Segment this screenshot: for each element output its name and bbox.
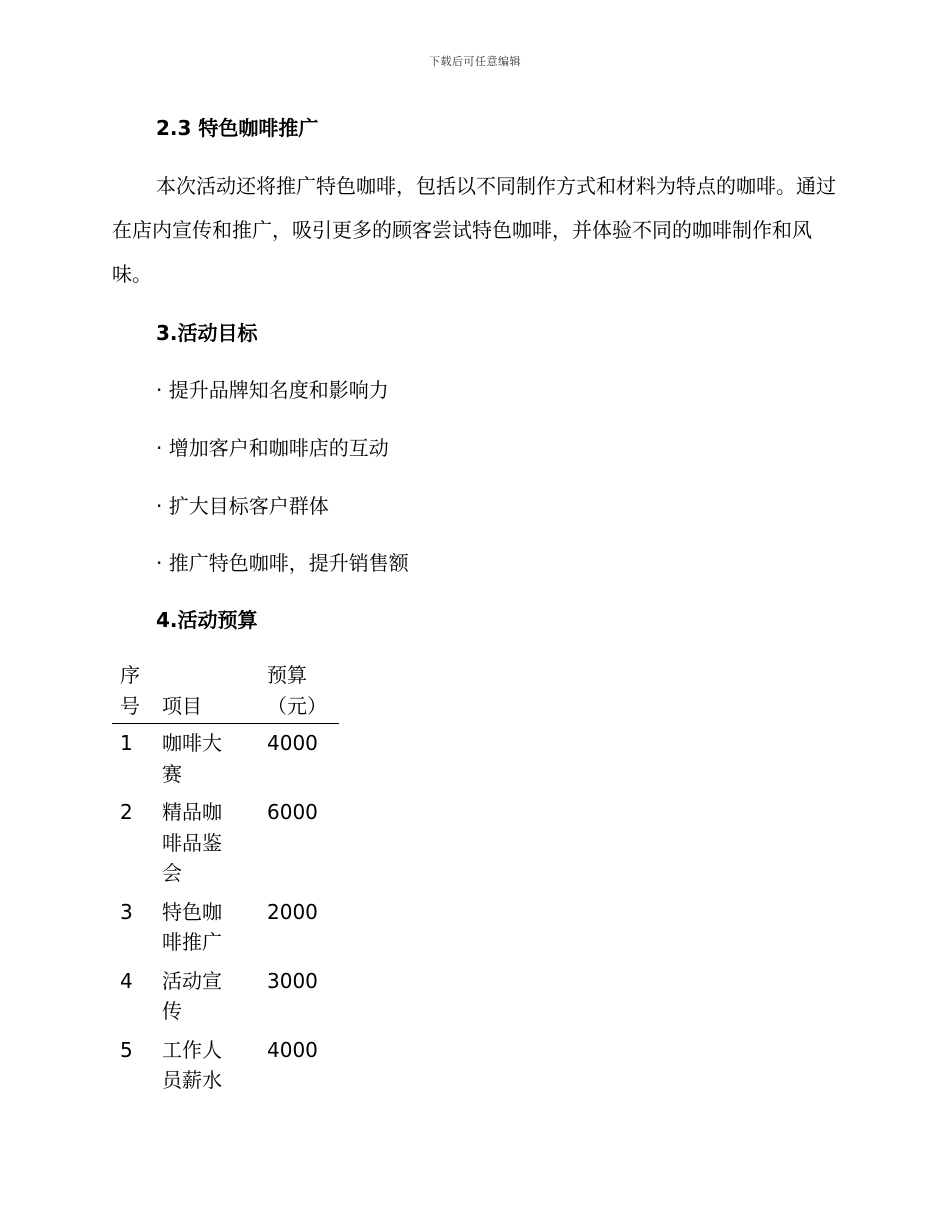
table-row (112, 893, 339, 962)
section-2-3-title: 2.3 特色咖啡推广 (156, 116, 319, 140)
goal-item: · 推广特色咖啡，提升销售额 (156, 551, 409, 575)
cell-index: 5 (120, 1037, 133, 1062)
cell-item: 咖啡大赛 (162, 731, 222, 786)
cell-item: 精品咖啡品鉴会 (162, 800, 222, 885)
section-3-title: 3.活动目标 (156, 321, 258, 345)
goal-item: · 增加客户和咖啡店的互动 (156, 436, 389, 460)
cell-index: 1 (120, 731, 133, 755)
cell-budget: 6000 (267, 800, 318, 824)
cell-item: 活动宣传 (162, 968, 222, 1023)
goal-item: · 扩大目标客户群体 (156, 494, 329, 518)
cell-item: 特色咖啡推广 (162, 899, 222, 954)
cell-index: 2 (120, 800, 133, 824)
section-2-3-paragraph: 本次活动还将推广特色咖啡，包括以不同制作方式和材料为特点的咖啡。通过在店内宣传和推广，吸引更多的顾客尝试特色咖啡，并体验不同的咖啡制作和风味。 (112, 174, 836, 286)
section-4-title: 4.活动预算 (156, 608, 258, 632)
cell-index: 3 (120, 899, 133, 924)
goal-item: · 提升品牌知名度和影响力 (156, 378, 389, 402)
header-budget: 预算（元） (267, 663, 327, 718)
cell-budget: 3000 (267, 968, 318, 993)
cell-index: 4 (120, 968, 133, 993)
page-header: 下载后可任意编辑 (429, 55, 521, 68)
cell-budget: 2000 (267, 899, 318, 924)
header-index: 序号 (120, 663, 140, 718)
header-item: 项目 (162, 693, 202, 718)
table-row (112, 793, 339, 893)
table-header-row (112, 660, 339, 724)
table-row (112, 1031, 339, 1100)
budget-table (112, 660, 339, 1100)
table-row (112, 724, 339, 794)
cell-budget: 4000 (267, 1037, 318, 1062)
cell-item: 工作人员薪水 (162, 1037, 222, 1092)
cell-budget: 4000 (267, 731, 318, 755)
table-row (112, 962, 339, 1031)
